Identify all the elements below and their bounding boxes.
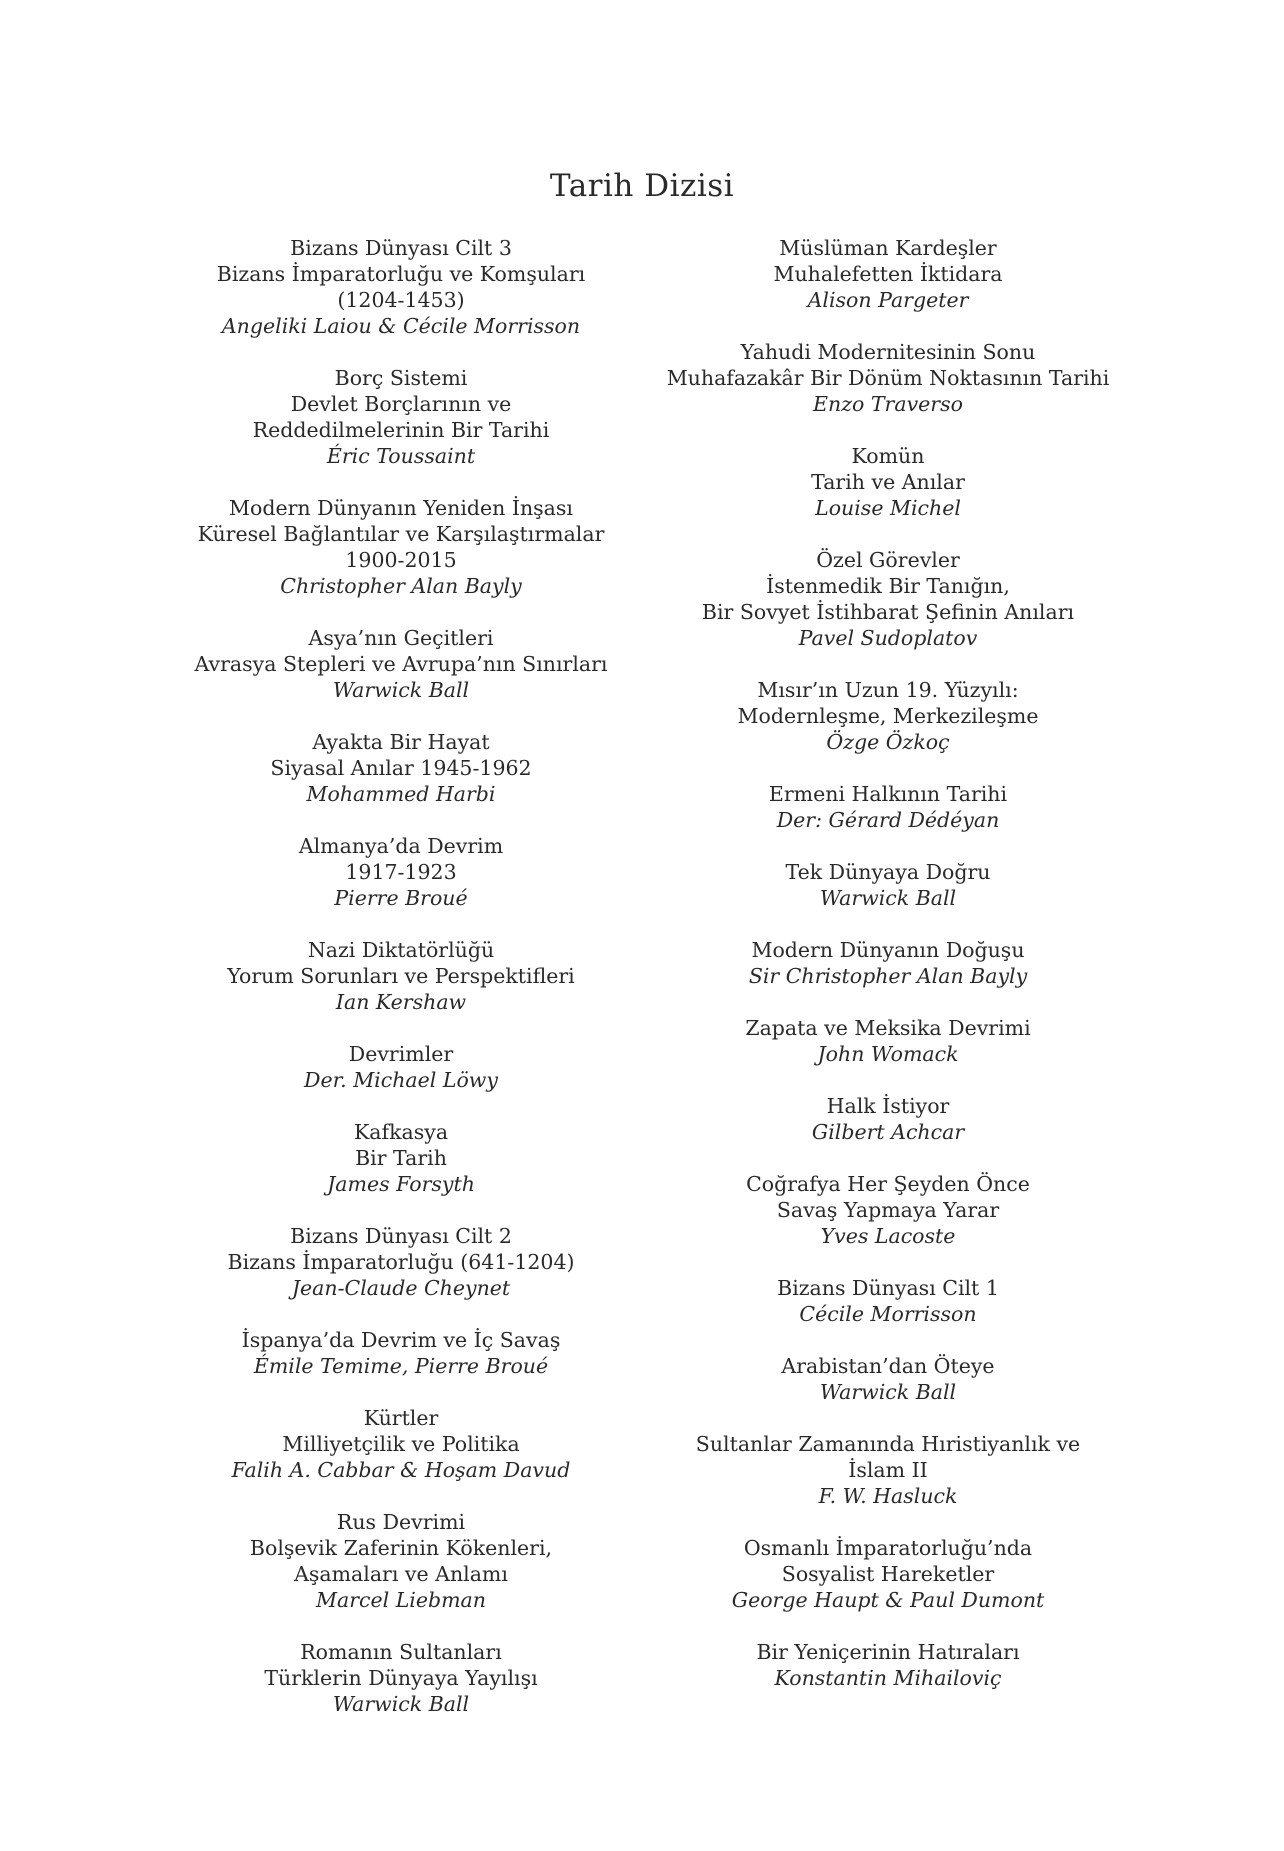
book-title-line: Reddedilmelerinin Bir Tarihi	[252, 418, 550, 442]
book-title-line: Muhafazakâr Bir Dönüm Noktasının Tarihi	[666, 366, 1110, 390]
book-title-line: Rus Devrimi	[336, 1510, 466, 1534]
book-entry	[653, 1353, 1123, 1405]
page-title: Tarih Dizisi	[549, 168, 735, 204]
book-author: Enzo Traverso	[813, 392, 963, 416]
book-title-line: Türklerin Dünyaya Yayılışı	[264, 1666, 538, 1690]
book-title-line: Coğrafya Her Şeyden Önce	[746, 1172, 1030, 1196]
book-author: Émile Temime, Pierre Broué	[253, 1354, 549, 1378]
book-title-line: Bizans Dünyası Cilt 1	[777, 1276, 999, 1300]
book-entry	[653, 1431, 1123, 1509]
book-title-line: Ayakta Bir Hayat	[312, 730, 490, 754]
book-title-line: Bizans İmparatorluğu (641-1204)	[227, 1250, 575, 1274]
book-title-line: Modern Dünyanın Doğuşu	[751, 938, 1025, 962]
book-entry	[166, 1639, 636, 1717]
book-title-line: Tek Dünyaya Doğru	[785, 860, 991, 884]
book-title-line: Sultanlar Zamanında Hıristiyanlık ve	[695, 1432, 1081, 1456]
book-author: Mohammed Harbi	[306, 782, 496, 806]
book-title-line: Yorum Sorunları ve Perspektifleri	[227, 964, 575, 988]
book-title-line: Asya’nın Geçitleri	[308, 626, 494, 650]
book-title-line: Muhalefetten İktidara	[773, 262, 1003, 286]
book-title-line: Bizans İmparatorluğu ve Komşuları	[216, 262, 586, 286]
book-entry	[166, 729, 636, 807]
right-book-list	[653, 235, 1123, 1717]
book-title-line: 1900-2015	[345, 548, 457, 572]
book-author: Pavel Sudoplatov	[798, 626, 978, 650]
book-entry	[166, 937, 636, 1015]
book-title-line: Arabistan’dan Öteye	[781, 1354, 995, 1378]
book-title-line: Bir Tarih	[355, 1146, 447, 1170]
book-title-line: Kürtler	[363, 1406, 439, 1430]
book-author: Gilbert Achcar	[811, 1120, 965, 1144]
book-title-line: Zapata ve Meksika Devrimi	[745, 1016, 1031, 1040]
book-title-line: Halk İstiyor	[826, 1094, 950, 1118]
book-entry	[166, 1327, 636, 1379]
book-author: Alison Pargeter	[807, 288, 969, 312]
book-title-line: Devlet Borçlarının ve	[290, 392, 512, 416]
book-author: F. W. Hasluck	[818, 1484, 958, 1508]
book-author: Pierre Broué	[334, 886, 468, 910]
book-title-line: İstenmedik Bir Tanığın,	[766, 574, 1010, 598]
book-entry	[166, 235, 636, 339]
book-title-line: Aşamaları ve Anlamı	[294, 1562, 508, 1586]
book-title-line: 1917-1923	[345, 860, 457, 884]
book-entry	[653, 677, 1123, 755]
book-title-line: Kafkasya	[353, 1120, 449, 1144]
book-entry	[653, 235, 1123, 313]
book-entry	[166, 495, 636, 599]
book-author: Louise Michel	[815, 496, 961, 520]
book-title-line: Küresel Bağlantılar ve Karşılaştırmalar	[197, 522, 605, 546]
book-author: Ian Kershaw	[335, 990, 467, 1014]
book-author: Jean-Claude Cheynet	[291, 1276, 511, 1300]
book-author: Warwick Ball	[332, 678, 470, 702]
book-title-line: Osmanlı İmparatorluğu’nda	[743, 1536, 1033, 1560]
book-title-line: Modernleşme, Merkezileşme	[737, 704, 1039, 728]
book-entry	[653, 1639, 1123, 1691]
book-entry	[166, 833, 636, 911]
book-author: Cécile Morrisson	[799, 1302, 977, 1326]
book-entry	[653, 547, 1123, 651]
book-title-line: Bir Yeniçerinin Hatıraları	[756, 1640, 1020, 1664]
book-entry	[653, 1015, 1123, 1067]
book-entry	[653, 1171, 1123, 1249]
book-entry	[166, 1509, 636, 1613]
book-author: Özge Özkoç	[826, 730, 950, 754]
book-entry	[166, 1223, 636, 1301]
book-title-line: Bir Sovyet İstihbarat Şefinin Anıları	[701, 600, 1075, 624]
book-title-line: Bizans Dünyası Cilt 2	[290, 1224, 512, 1248]
book-entry	[166, 1041, 636, 1093]
book-title-line: Müslüman Kardeşler	[779, 236, 997, 260]
book-author: Christopher Alan Bayly	[280, 574, 522, 598]
book-entry	[653, 937, 1123, 989]
book-title-line: Ermeni Halkının Tarihi	[768, 782, 1008, 806]
book-entry	[166, 625, 636, 703]
book-title-line: (1204-1453)	[337, 288, 465, 312]
book-author: Marcel Liebman	[316, 1588, 486, 1612]
book-title-line: Yahudi Modernitesinin Sonu	[740, 340, 1036, 364]
book-title-line: İspanya’da Devrim ve İç Savaş	[241, 1328, 561, 1352]
book-title-line: Nazi Diktatörlüğü	[307, 938, 495, 962]
book-entry	[653, 859, 1123, 911]
book-author: Éric Toussaint	[326, 444, 476, 468]
book-title-line: Avrasya Stepleri ve Avrupa’nın Sınırları	[194, 652, 608, 676]
book-entry	[166, 1405, 636, 1483]
book-author: Konstantin Mihailoviç	[774, 1666, 1002, 1690]
book-title-line: Bolşevik Zaferinin Kökenleri,	[249, 1536, 553, 1560]
book-author: George Haupt & Paul Dumont	[731, 1588, 1045, 1612]
book-author: Der: Gérard Dédéyan	[776, 808, 1000, 832]
book-author: Warwick Ball	[819, 1380, 957, 1404]
book-title-line: Modern Dünyanın Yeniden İnşası	[229, 496, 573, 520]
book-author: Warwick Ball	[332, 1692, 470, 1716]
book-title-line: Siyasal Anılar 1945-1962	[270, 756, 532, 780]
book-author: Der. Michael Löwy	[304, 1068, 498, 1092]
book-title-line: Mısır’ın Uzun 19. Yüzyılı:	[757, 678, 1019, 702]
book-title-line: Milliyetçilik ve Politika	[282, 1432, 520, 1456]
book-title-line: Almanya’da Devrim	[298, 834, 504, 858]
left-book-list	[166, 235, 636, 1743]
book-entry	[653, 1535, 1123, 1613]
book-title-line: Devrimler	[348, 1042, 454, 1066]
book-entry	[653, 781, 1123, 833]
book-entry	[166, 365, 636, 469]
book-title-line: Tarih ve Anılar	[811, 470, 965, 494]
book-author: John Womack	[817, 1042, 959, 1066]
book-title-line: Borç Sistemi	[334, 366, 468, 390]
book-author: Falih A. Cabbar & Hoşam Davud	[231, 1458, 571, 1482]
book-title-line: Bizans Dünyası Cilt 3	[290, 236, 512, 260]
book-title-line: Özel Görevler	[816, 548, 960, 572]
book-entry	[653, 443, 1123, 521]
book-author: Angeliki Laiou & Cécile Morrisson	[221, 314, 581, 338]
book-entry	[653, 339, 1123, 417]
book-title-line: Sosyalist Hareketler	[781, 1562, 995, 1586]
book-author: James Forsyth	[327, 1172, 475, 1196]
book-entry	[653, 1093, 1123, 1145]
book-title-line: Komün	[851, 444, 925, 468]
book-entry	[653, 1275, 1123, 1327]
book-author: Sir Christopher Alan Bayly	[748, 964, 1028, 988]
book-entry	[166, 1119, 636, 1197]
book-title-line: Savaş Yapmaya Yarar	[776, 1198, 1000, 1222]
book-author: Warwick Ball	[819, 886, 957, 910]
book-author: Yves Lacoste	[820, 1224, 956, 1248]
book-title-line: Romanın Sultanları	[300, 1640, 502, 1664]
book-title-line: İslam II	[848, 1458, 928, 1482]
